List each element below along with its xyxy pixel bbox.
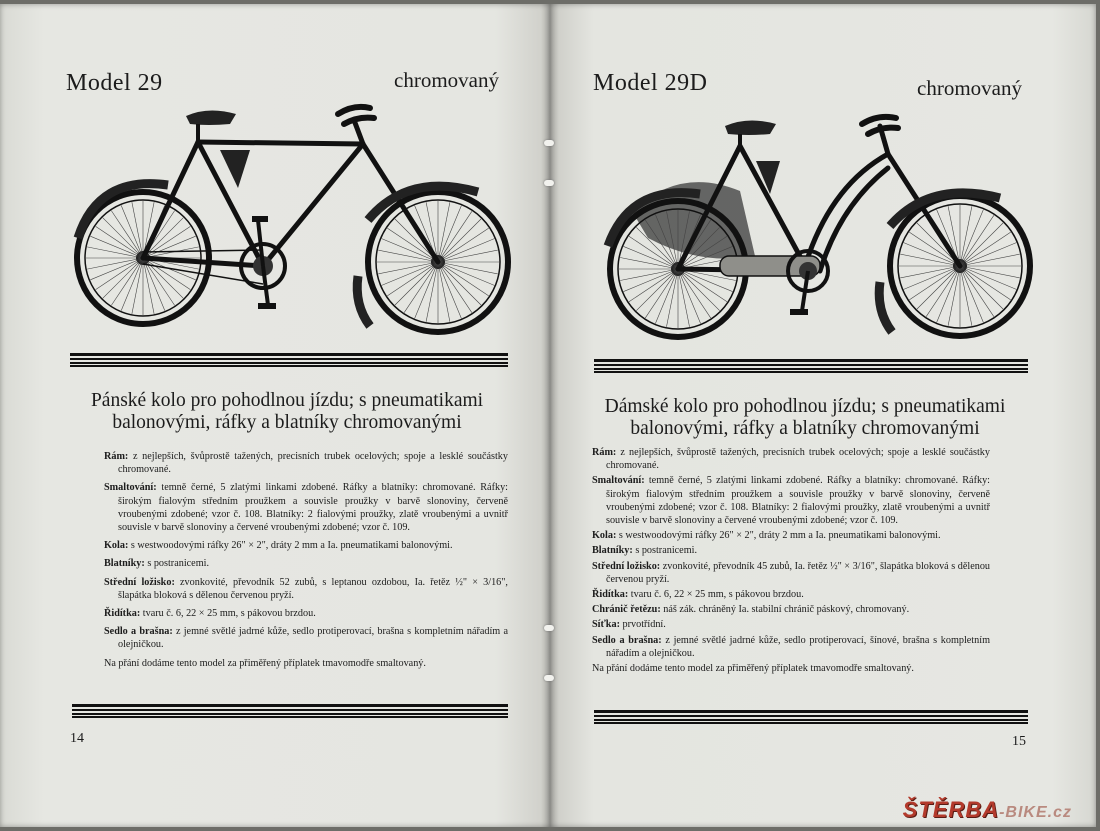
spec-text: tvaru č. 6, 22 × 25 mm, s pákovou brzdou. (140, 608, 316, 620)
spec-text: s westwoodovými ráfky 26" × 2", dráty 2 mm a Ia. pneumatikami balonovými. (616, 530, 941, 542)
staple (544, 675, 554, 681)
staple (544, 625, 554, 631)
spec-text: z nejlepších, švůprostě tažených, precisních trubek ocelových; spoje a lesklé součástky chromované. (606, 447, 990, 472)
spec-label: Blatníky: (104, 558, 145, 570)
spec-row (104, 625, 508, 651)
spec-row (104, 450, 508, 476)
spec-label: Řidítka: (104, 608, 141, 620)
page-number: 14 (70, 731, 84, 746)
watermark-suffix: -BIKE.cz (999, 804, 1072, 821)
decorative-rule (70, 353, 508, 367)
page-subtitle: Dámské kolo pro pohodlnou jízdu; s pneumatikami balonovými, ráfky a blatníky chromovanými (604, 396, 1006, 439)
spec-row (104, 607, 508, 620)
spec-label: Kola: (104, 540, 129, 552)
page-subtitle: Pánské kolo pro pohodlnou jízdu; s pneumatikami balonovými, ráfky a blatníky chromovanými (90, 390, 484, 433)
spec-label: Kola: (592, 530, 617, 542)
spec-row (592, 446, 990, 472)
spec-row (104, 539, 508, 552)
mens-bicycle-illustration (58, 100, 518, 340)
decorative-rule (594, 359, 1028, 373)
spec-label: Chránič řetězu: (592, 604, 661, 616)
spec-text: temně černé, 5 zlatými linkami zdobené. Ráfky a blatníky: chromované. Ráfky: širokým fialovým středním proužkem a souvisle proužky v barvě slonoviny, červeně vroubenými zdobené; vzor č. 108. Blatníky: 2 fialovými proužky, zlatě vroubenými a uvnitř souvisle v barvě slonoviny a červené vroubenými zdobené; vzor č. 109. (118, 482, 508, 534)
page-number: 15 (1012, 734, 1026, 749)
spec-row (592, 603, 990, 616)
spec-text: s westwoodovými ráfky 26" × 2", dráty 2 mm a Ia. pneumatikami balonovými. (128, 540, 453, 552)
spec-label: Rám: (592, 447, 617, 458)
spec-row (592, 560, 990, 586)
decorative-rule (72, 704, 508, 718)
spec-text: prvotřídní. (619, 619, 666, 631)
spec-row (104, 481, 508, 534)
spec-row (592, 474, 990, 527)
spec-label: Rám: (104, 451, 129, 462)
spec-text: s postranicemi. (144, 558, 209, 570)
model-title: Model 29D (593, 70, 708, 96)
spec-label: Řidítka: (592, 589, 629, 601)
book-spine (541, 4, 559, 827)
spec-label: Sedlo a brašna: (104, 626, 173, 638)
spec-text: z jemné světlé jadrné kůže, sedlo protiperovací, šínové, brašna s kompletním nářadím a olejničkou. (606, 634, 990, 659)
spec-text: temně černé, 5 zlatými linkami zdobené. Ráfky a blatníky: chromované. Ráfky: širokým fialovým středním proužkem a souvisle proužky v barvě slonoviny, červeně vroubenými zdobené; vzor č. 108. Blatníky: 2 fialovými proužky, zlatě vroubenými a uvnitř souvisle v barvě slonoviny a červené vroubenými zdobené; vzor č. 109. (606, 475, 990, 527)
spec-label: Smaltování: (592, 475, 645, 487)
spec-row (104, 557, 508, 570)
spec-text: zvonkovité, převodník 52 zubů, s leptanou ozdobou, Ia. řetěz ½" × 3/16", šlapátka bloková s dělenou červenou pryží. (118, 576, 508, 601)
spec-text: z jemné světlé jadrné kůže, sedlo protiperovací, brašna s kompletním nářadím a olejničkou. (118, 626, 508, 651)
spec-label: Síťka: (592, 619, 620, 631)
spec-text: tvaru č. 6, 22 × 25 mm, s pákovou brzdou. (628, 589, 804, 601)
spec-label: Smaltování: (104, 482, 157, 494)
spec-row (592, 588, 990, 601)
finish-label: chromovaný (394, 68, 499, 92)
order-note: Na přání dodáme tento model za přiměřený příplatek tmavomodře smaltovaný. (592, 663, 914, 675)
staple (544, 180, 554, 186)
spec-label: Sedlo a brašna: (592, 634, 662, 646)
order-note: Na přání dodáme tento model za přiměřený příplatek tmavomodře smaltovaný. (104, 657, 426, 669)
ladies-bicycle-illustration (590, 106, 1040, 346)
spec-text: náš zák. chráněný Ia. stabilní chránič páskový, chromovaný. (660, 604, 910, 616)
watermark-brand: ŠTĚRBA (902, 797, 1000, 822)
spec-row (592, 634, 990, 660)
spec-list (104, 450, 508, 675)
spec-label: Střední ložisko: (104, 576, 175, 588)
left-page (0, 4, 550, 827)
site-watermark (903, 797, 1072, 823)
spec-row (592, 618, 990, 631)
model-title: Model 29 (66, 70, 163, 96)
staple (544, 140, 554, 146)
spec-list (592, 446, 990, 677)
spec-row (104, 576, 508, 602)
decorative-rule (594, 710, 1028, 724)
spec-label: Blatníky: (592, 545, 633, 557)
spec-text: s postranicemi. (632, 545, 697, 557)
spec-label: Střední ložisko: (592, 560, 661, 572)
spec-text: z nejlepších, švůprostě tažených, precisních trubek ocelových; spoje a lesklé součástky chromované. (118, 451, 508, 476)
finish-label: chromovaný (917, 76, 1022, 100)
right-page (550, 4, 1096, 827)
spec-row (592, 544, 990, 557)
spec-row (592, 529, 990, 542)
spec-text: zvonkovité, převodník 45 zubů, Ia. řetěz ½" × 3/16", šlapátka bloková s dělenou červenou pryží. (606, 560, 991, 585)
